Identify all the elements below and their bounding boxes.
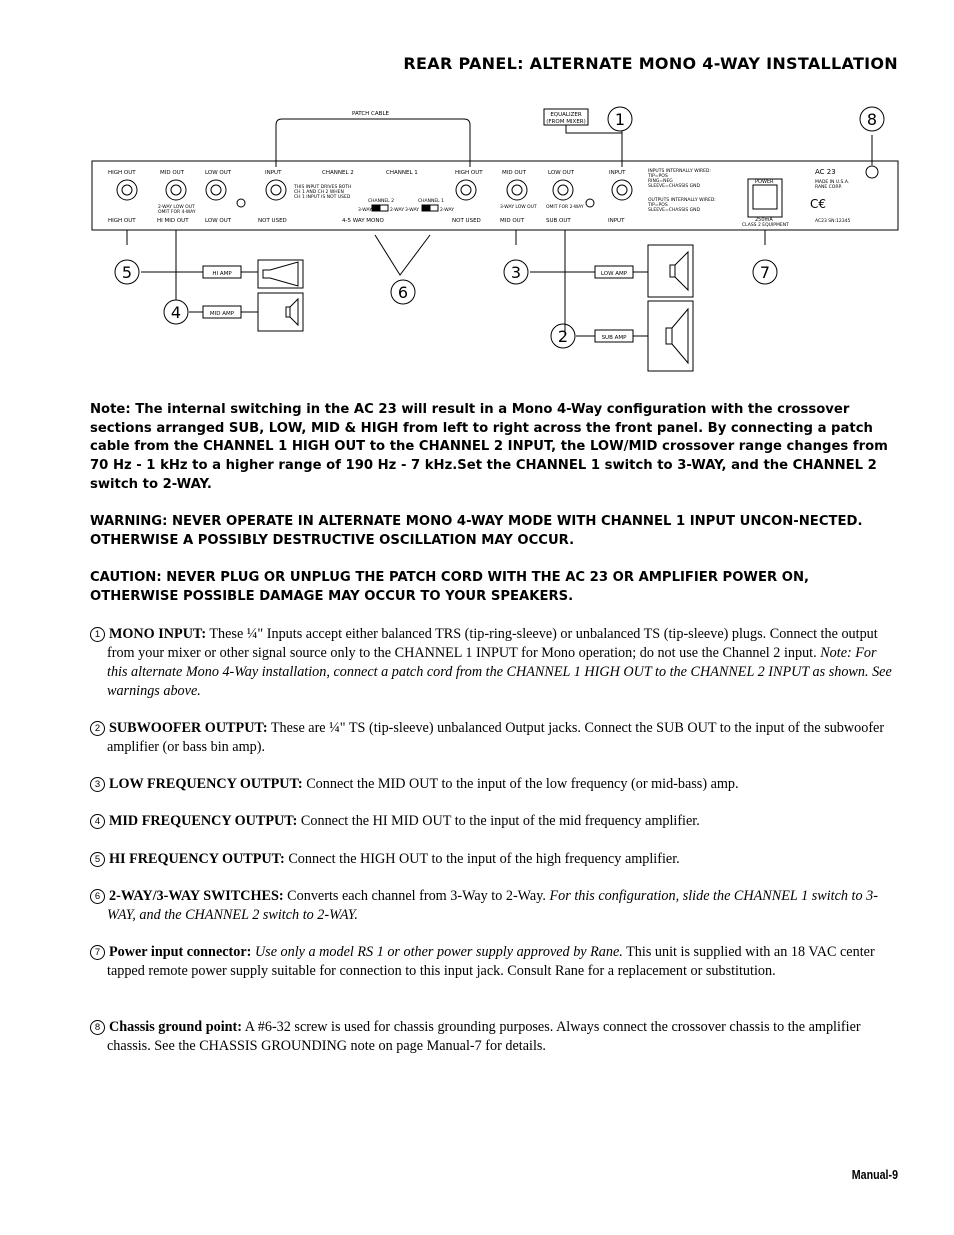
svg-text:CHANNEL 2: CHANNEL 2 [368, 199, 394, 204]
svg-text:THIS INPUT DRIVES BOTH: THIS INPUT DRIVES BOTH [294, 185, 352, 190]
number-badge: 4 [90, 814, 105, 829]
sub-speaker [648, 301, 693, 371]
svg-text:CH 1 INPUT IS NOT USED: CH 1 INPUT IS NOT USED [294, 195, 351, 200]
svg-text:1: 1 [614, 110, 626, 129]
svg-text:LOW OUT: LOW OUT [548, 170, 575, 176]
svg-text:2: 2 [557, 327, 569, 346]
svg-text:LOW OUT: LOW OUT [205, 218, 232, 224]
svg-text:SUB AMP: SUB AMP [601, 335, 627, 341]
svg-text:PATCH CABLE: PATCH CABLE [352, 111, 389, 117]
svg-text:5: 5 [121, 263, 133, 282]
mid-speaker [258, 293, 303, 331]
svg-text:MID OUT: MID OUT [160, 170, 185, 176]
svg-text:SUB OUT: SUB OUT [546, 218, 571, 224]
number-badge: 8 [90, 1020, 105, 1035]
svg-text:3-WAY: 3-WAY [358, 208, 372, 213]
low-speaker [648, 245, 693, 297]
svg-text:TIP=POS: TIP=POS [648, 203, 668, 208]
list-item: 7 Power input connector: Use only a model RS 1 or other power supply approved by Rane. This unit is supplied with an 18 VAC center tapped remote power supply suitable for connection to this input jack. Consult Rane for a replacement or substitution. [90, 943, 898, 981]
svg-text:HI MID OUT: HI MID OUT [157, 218, 189, 224]
svg-text:MID OUT: MID OUT [502, 170, 527, 176]
svg-text:CH 1 AND CH 2 WHEN: CH 1 AND CH 2 WHEN [294, 190, 344, 195]
svg-text:OMIT FOR 2-WAY: OMIT FOR 2-WAY [546, 205, 584, 210]
svg-text:4: 4 [170, 303, 182, 322]
list-item: 4 MID FREQUENCY OUTPUT: Connect the HI MID OUT to the input of the mid frequency amplifier. [90, 812, 898, 831]
svg-text:NOT USED: NOT USED [258, 218, 287, 224]
svg-text:SLEEVE=CHASSIS GND: SLEEVE=CHASSIS GND [648, 208, 700, 213]
svg-text:HIGH OUT: HIGH OUT [455, 170, 483, 176]
note-paragraph: Note: The internal switching in the AC 23 will result in a Mono 4-Way configuration with the crossover sections arranged SUB, LOW, MID & HIGH from left to right across the front panel. By connecting a patch cable from the CHANNEL 1 HIGH OUT to the CHANNEL 2 INPUT, the LOW/MID crossover range changes from 70 Hz - 1 kHz to a higher range of 190 Hz - 7 kHz.Set the CHANNEL 1 switch to 3-WAY, and the CHANNEL 2 switch to 2-WAY. [90, 402, 888, 492]
svg-text:INPUT: INPUT [609, 170, 626, 176]
jack-ch1-input [612, 180, 632, 200]
horn-speaker [258, 260, 303, 288]
svg-text:4-5 WAY MONO: 4-5 WAY MONO [342, 218, 384, 224]
jack-ch2-low-out [206, 180, 226, 200]
list-item: 2 SUBWOOFER OUTPUT: These are ¼" TS (tip-sleeve) unbalanced Output jacks. Connect the SUB OUT to the input of the subwoofer amplifier (or bass bin amp). [90, 719, 898, 757]
page-number: Manual-9 [851, 1167, 898, 1182]
svg-text:(FROM MIXER): (FROM MIXER) [546, 119, 586, 125]
svg-text:TIP=POS: TIP=POS [648, 174, 668, 179]
svg-text:AC 23: AC 23 [815, 168, 836, 176]
svg-text:LOW OUT: LOW OUT [205, 170, 232, 176]
list-item: 8 Chassis ground point: A #6-32 screw is used for chassis grounding purposes. Always connect the crossover chassis to the amplifier chassis. See the CHASSIS GROUNDING note on page Manual-7 for details. [90, 1018, 898, 1056]
ce-mark-icon: C€ [810, 197, 827, 211]
svg-text:MADE IN U.S.A.: MADE IN U.S.A. [815, 180, 850, 185]
jack-ch2-input [266, 180, 286, 200]
rear-panel-diagram [0, 95, 954, 385]
svg-text:7: 7 [759, 263, 771, 282]
svg-text:EQUALIZER: EQUALIZER [550, 112, 582, 118]
svg-text:INPUTS INTERNALLY WIRED:: INPUTS INTERNALLY WIRED: [648, 169, 711, 174]
number-badge: 5 [90, 852, 105, 867]
page-title: REAR PANEL: ALTERNATE MONO 4-WAY INSTALLATION [403, 54, 898, 73]
number-badge: 6 [90, 889, 105, 904]
caution-paragraph: CAUTION: NEVER PLUG OR UNPLUG THE PATCH CORD WITH THE AC 23 OR AMPLIFIER POWER ON, OTHERWISE POSSIBLE DAMAGE MAY OCCUR TO YOUR SPEAKERS. [90, 570, 809, 604]
svg-text:MID OUT: MID OUT [500, 218, 525, 224]
jack-ch1-high-out [456, 180, 476, 200]
chassis-ground-point [866, 166, 878, 178]
svg-text:2-WAY: 2-WAY [440, 208, 454, 213]
svg-text:INPUT: INPUT [265, 170, 282, 176]
svg-text:HIGH OUT: HIGH OUT [108, 170, 136, 176]
svg-text:OUTPUTS INTERNALLY WIRED:: OUTPUTS INTERNALLY WIRED: [648, 198, 716, 203]
patch-cable [276, 119, 470, 167]
warning-paragraph: WARNING: NEVER OPERATE IN ALTERNATE MONO 4-WAY MODE WITH CHANNEL 1 INPUT UNCON-NECTED. OTHERWISE A POSSIBLY DESTRUCTIVE OSCILLATION MAY OCCUR. [90, 514, 863, 548]
svg-text:RING=NEG: RING=NEG [648, 179, 673, 184]
svg-text:3-WAY LOW OUT: 3-WAY LOW OUT [500, 205, 537, 210]
list-item: 5 HI FREQUENCY OUTPUT: Connect the HIGH OUT to the input of the high frequency amplifier. [90, 850, 898, 869]
jack-ch2-mid-out [166, 180, 186, 200]
number-badge: 2 [90, 721, 105, 736]
svg-text:3: 3 [510, 263, 522, 282]
svg-text:CHANNEL 2: CHANNEL 2 [322, 170, 354, 176]
svg-text:MID AMP: MID AMP [209, 311, 235, 317]
number-badge: 7 [90, 945, 105, 960]
svg-text:INPUT: INPUT [608, 218, 625, 224]
svg-text:CLASS 2 EQUIPMENT: CLASS 2 EQUIPMENT [742, 223, 789, 228]
list-item: 6 2-WAY/3-WAY SWITCHES: Converts each channel from 3-Way to 2-Way. For this configuration, slide the CHANNEL 1 switch to 3-WAY, and the CHANNEL 2 switch to 2-WAY. [90, 887, 898, 925]
svg-text:6: 6 [397, 283, 409, 302]
number-badge: 1 [90, 627, 105, 642]
svg-text:8: 8 [866, 110, 878, 129]
svg-text:RANE CORP.: RANE CORP. [815, 185, 842, 190]
svg-text:POWER: POWER [755, 179, 774, 185]
svg-text:CHANNEL 1: CHANNEL 1 [386, 170, 418, 176]
jack-ch2-high-out [117, 180, 137, 200]
svg-text:LOW AMP: LOW AMP [600, 271, 628, 277]
number-badge: 3 [90, 777, 105, 792]
svg-text:SLEEVE=CHASSIS GND: SLEEVE=CHASSIS GND [648, 184, 700, 189]
svg-text:HIGH OUT: HIGH OUT [108, 218, 136, 224]
svg-text:2-WAY LOW OUT: 2-WAY LOW OUT [158, 205, 195, 210]
list-item: 1 MONO INPUT: These ¼" Inputs accept either balanced TRS (tip-ring-sleeve) or unbalanced TS (tip-sleeve) plugs. Connect the output from your mixer or other signal source only to the CHANNEL 1 INPUT for Mono operation; do not use the Channel 2 input. Note: For this alternate Mono 4-Way installation, connect a patch cord from the CHANNEL 1 HIGH OUT to the CHANNEL 2 INPUT as shown. See warnings above. [90, 625, 898, 701]
svg-text:HI AMP: HI AMP [212, 271, 232, 277]
svg-text:OMIT FOR 4-WAY: OMIT FOR 4-WAY [158, 210, 196, 215]
svg-text:3-WAY: 3-WAY [405, 208, 419, 213]
jack-ch1-mid-out [507, 180, 527, 200]
svg-text:AC23 SN:12345: AC23 SN:12345 [815, 219, 851, 224]
list-item: 3 LOW FREQUENCY OUTPUT: Connect the MID OUT to the input of the low frequency (or mid-bass) amp. [90, 775, 898, 794]
svg-text:2-WAY: 2-WAY [390, 208, 404, 213]
svg-text:CHANNEL 1: CHANNEL 1 [418, 199, 444, 204]
svg-text:NOT USED: NOT USED [452, 218, 481, 224]
svg-text:250mA: 250mA [755, 217, 773, 223]
jack-ch1-low-out [553, 180, 573, 200]
